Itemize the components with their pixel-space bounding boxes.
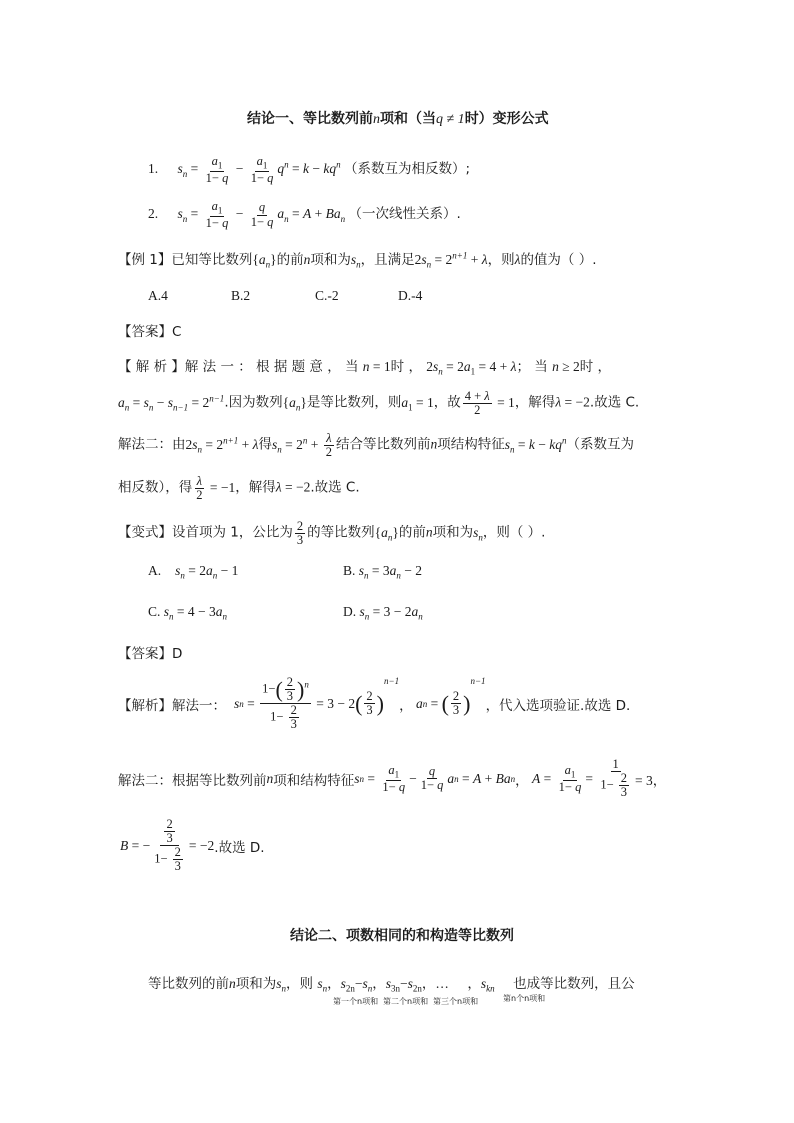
analysis1-l3-a: 解法二：由 [118, 436, 186, 453]
answer1-value: C [172, 324, 182, 340]
analysis1-l2-e: .故选 C. [589, 394, 640, 411]
analysis1-l1-d: 时 ， [579, 359, 612, 375]
analysis1-l4-a: 相反数），得 [118, 479, 193, 496]
final-b: 项和为 [235, 976, 277, 992]
analysis1-l2-b: 是等比数列，则 [306, 394, 402, 411]
final-a: 等比数列的前 [148, 976, 229, 992]
analysis2-label: 【解析】 [118, 697, 172, 714]
formula2-note: （一次线性关系）. [348, 206, 461, 223]
variant-option-c-label: C. [148, 604, 161, 619]
analysis1-l3-b: 得 [258, 436, 272, 453]
analysis1-l4-c: .故选 C. [310, 479, 360, 496]
final-paragraph: 等比数列的前n项和为$s_n$，则 $s_n$，$s_{2n}-s_n$，$s_{3n}-s_{2n}$，…，$s_{kn}$ 也成等比数列，且公 [148, 976, 635, 994]
analysis1-l3-c: 结合等比数列前 [335, 436, 431, 453]
variant-stem-e: ，则（ ）. [482, 524, 546, 541]
analysis2-l2-b: 项和结构特征 [273, 772, 355, 789]
analysis2-l2-a: 解法二：根据等比数列前 [118, 772, 267, 789]
analysis1-l4-b: ，解得 [235, 479, 276, 496]
analysis1-line3: 解法二：由$2s_n = 2^{n+1} + \lambda$得$s_n = 2^n$ + $\frac{\lambda}{2}$ 结合等比数列前n项结构特征$s_n = k - kq^n$（系数互为 [118, 431, 634, 460]
analysis2-line3: B = − $\frac{2}{3}$ 1− $\frac{2}{3}$ = −2 .故选 D. [120, 817, 265, 874]
variant-option-c: C. $s_n = 4 - 3a_n$ [148, 604, 228, 622]
formula1-note: （系数互为相反数）; [344, 161, 471, 178]
analysis1-l2-a: .因为数列 [224, 394, 283, 411]
heading1-n: n [373, 112, 380, 127]
final-c: ，则 [286, 976, 314, 992]
heading1-pre: 结论一、等比数列前 [247, 111, 373, 127]
analysis1-l3-e: （系数互为 [566, 436, 634, 453]
example1-option-a: A.4 [148, 288, 168, 303]
answer-1 [118, 320, 181, 340]
formula-1: 1. $s_n$ = $\frac{a_1}{1- q}$ − $\frac{a_1}{1- q}$ $q^n = k - kq^n$ （系数互为相反数）; [148, 154, 471, 185]
variant-option-b: B. $s_n = 3a_n - 2$ [343, 563, 423, 581]
analysis1-line1: 【 解 析 】解 法 一 ： 根 据 题 意 ， 当 n = 1时 ， $2s_n = 2a_1 = 4 + \lambda$； 当 n ≥ 2时 ， [118, 359, 612, 377]
variant-stem-c: 的前 [398, 524, 426, 541]
analysis2-line2: 解法二：根据等比数列前 n 项和结构特征 s n = $\frac{a_1}{1- q}$ − $\frac{q}{1- q}$ a n = A + Ba n ， A = $\frac{a_1}{1- q}$ = 1 1− $\frac{2}{3}$ = 3， [118, 757, 667, 800]
example1-option-d: D.-4 [398, 288, 423, 303]
analysis1-l1-b: 时 ， [390, 359, 422, 375]
formula2-number: 2. [148, 206, 159, 222]
final-e: 也成等比数列，且公 [513, 976, 635, 992]
example1-stem-f: 的值为（ ）. [520, 252, 597, 268]
variant-stem-b: 的等比数列 [307, 524, 375, 541]
analysis1-label: 【 解 析 】 [118, 359, 185, 375]
brace-label-2: 第二个n项和 [383, 997, 429, 1006]
heading1-cond: q ≠ 1 [436, 112, 465, 127]
variant-option-b-label: B. [343, 563, 356, 578]
brace-label-1: 第一个n项和 [333, 997, 379, 1006]
example1-option-c: C.-2 [315, 288, 339, 303]
example-1-stem: 【例 1】已知等比数列$\{a_n\}$的前n项和为$s_n$，且满足$2s_n = 2^{n+1} + \lambda$，则λ的值为（ ）. [118, 250, 597, 270]
example1-stem-e: ，则 [487, 252, 515, 268]
variant-stem-d: 项和为 [432, 524, 474, 541]
example1-stem-b: 的前 [276, 252, 304, 268]
analysis1-line4: 相反数），得 $\frac{\lambda}{2}$ = −1，解得λ = −2.故选 C. [118, 474, 360, 503]
final-d: ， [467, 976, 481, 992]
analysis1-l1-a: 解 法 一 ： 根 据 题 意 ， 当 [184, 359, 359, 375]
heading1-post: 时）变形公式 [464, 111, 549, 127]
answer2-label: 【答案】 [118, 646, 172, 662]
variant-option-d-label: D. [343, 604, 357, 619]
variant-option-d: D. $s_n = 3 - 2a_n$ [343, 604, 423, 622]
variant-stem: 【变式】设首项为 1，公比为 $\frac{2}{3}$ 的等比数列$\{a_n\}$的前n项和为$s_n$，则（ ）. [118, 519, 546, 548]
variant-stem-a: 设首项为 1，公比为 [172, 524, 293, 541]
variant-option-a-label: A. [148, 563, 162, 578]
example1-stem-c: 项和为 [310, 252, 351, 268]
example1-stem-d: ，且满足 [360, 252, 415, 268]
example1-stem-a: 已知等比数列 [171, 252, 253, 268]
formula-2: 2. $s_n$ = $\frac{a_1}{1- q}$ − $\frac{q}{1- q}$ $a_n = A + Ba_n$ （一次线性关系）. [148, 199, 461, 230]
section-heading-1 [247, 108, 549, 128]
answer1-label: 【答案】 [118, 324, 172, 340]
variant-label: 【变式】 [118, 524, 172, 541]
answer2-value: D [172, 646, 183, 662]
analysis1-l3-d: 项结构特征 [437, 436, 505, 453]
variant-option-a: A. $s_n = 2a_n - 1$ [148, 563, 239, 581]
heading1-mid: 项和（当 [380, 111, 436, 127]
analysis1-l2-d: ，解得 [514, 394, 556, 411]
answer-2 [118, 642, 182, 662]
analysis2-l1-a: 解法一： [172, 697, 226, 714]
analysis1-line2: $a_n = s_n - s_{n-1} = 2^{n-1}$.因为数列$\{a_n\}$是等比数列，则$a_1 = 1$，故 $\frac{4 + \lambda}{2}$ = 1，解得λ = −2.故选 C. [118, 389, 640, 418]
brace-label-4: 第n个n项和 [503, 994, 546, 1003]
example1-option-b: B.2 [231, 288, 251, 303]
section-heading-2: 结论二、项数相同的和构造等比数列 [290, 928, 514, 944]
brace-label-3: 第三个n项和 [433, 997, 479, 1006]
analysis2-l3-tail: .故选 D. [214, 839, 265, 856]
example1-label: 【例 1】 [118, 252, 172, 268]
formula1-number: 1. [148, 161, 159, 177]
analysis2-line1: 【解析】 解法一： s n = 1−( $\frac{2}{3}$ )$^n$ 1− $\frac{2}{3}$ = 3 − 2 ( $\frac{2}{3}$ ) n−1 ， a n = ( $\frac{2}{3}$ ) n−1 ，代入选项验证.故选 D. [118, 675, 631, 732]
analysis1-l2-c: ，故 [433, 394, 461, 411]
analysis1-l1-c: ； 当 [516, 359, 548, 375]
analysis2-l1-b: ，代入选项验证.故选 D. [485, 697, 631, 714]
